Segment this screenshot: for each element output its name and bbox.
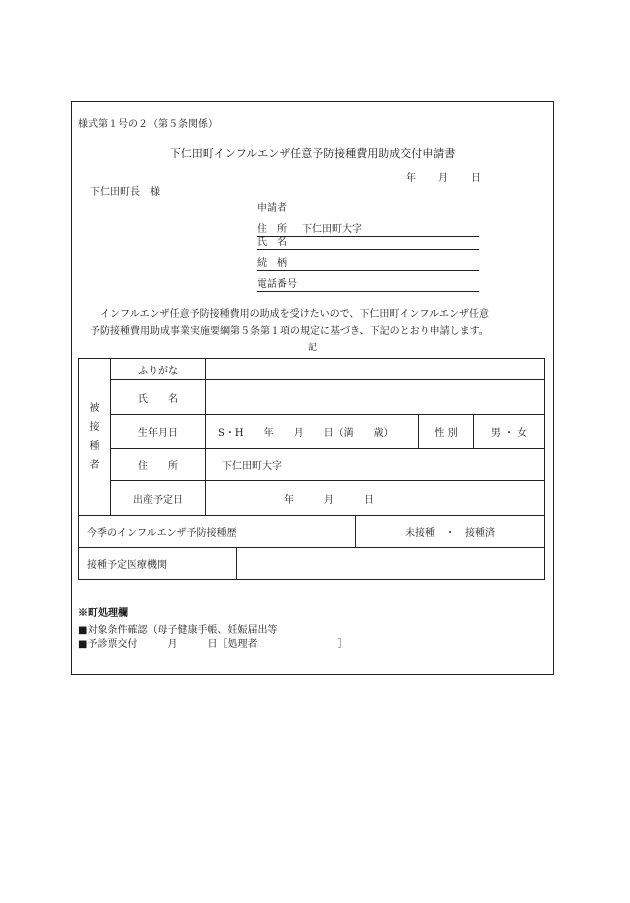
- date-year: 年: [406, 173, 416, 184]
- date-day: 日: [471, 173, 481, 184]
- sex-label: 性 別: [419, 415, 474, 449]
- applicant-phone-label: 電話番号: [257, 279, 297, 290]
- vaccination-history-label: 今季のインフルエンザ予防接種歴: [79, 516, 356, 548]
- recipient-side-label: 被 接 種 者: [79, 359, 111, 516]
- furigana-field[interactable]: [206, 359, 545, 380]
- furigana-label: ふりがな: [111, 359, 206, 380]
- birth-date-label: 生年月日: [111, 415, 206, 449]
- applicant-address-value: 下仁田町大字: [302, 224, 362, 235]
- statement-line-2: 予防接種費用助成事業実施要綱第５条第１項の規定に基づき、下記のとおり申請します。: [90, 326, 489, 337]
- date-month: 月: [438, 173, 448, 184]
- birth-date-field[interactable]: S・H 年 月 日（満 歳）: [206, 415, 419, 449]
- recipient-name-field[interactable]: [206, 380, 545, 415]
- clinic-table: [78, 547, 545, 580]
- applicant-name-label: 氏 名: [257, 237, 287, 248]
- clinic-field[interactable]: [237, 548, 545, 580]
- relation-underline: [257, 270, 479, 271]
- name-underline: [257, 249, 479, 250]
- form-frame: [71, 101, 554, 675]
- statement-line-1: インフルエンザ任意予防接種費用の助成を受けたいので、下仁田町インフルエンザ任意: [100, 309, 489, 320]
- recipient-address-label: 住 所: [111, 449, 206, 481]
- recipient-table: [78, 358, 545, 516]
- recipient-address-field[interactable]: 下仁田町大字: [206, 449, 545, 481]
- ki-mark: 記: [308, 343, 318, 353]
- office-use-heading: ※町処理欄: [78, 608, 128, 619]
- office-use-line-2: ■予診票交付 月 日［処理者 ］: [78, 639, 348, 650]
- vaccination-history-field[interactable]: 未接種 ・ 接種済: [356, 516, 545, 548]
- applicant-address-label: 住 所: [257, 224, 287, 235]
- applicant-heading: 申請者: [257, 203, 287, 214]
- clinic-label: 接種予定医療機関: [79, 548, 237, 580]
- history-table: [78, 515, 545, 548]
- applicant-relation-label: 続 柄: [257, 258, 287, 269]
- due-date-label: 出産予定日: [111, 481, 206, 516]
- phone-underline: [257, 291, 479, 292]
- form-number: 様式第１号の２（第５条関係）: [78, 119, 218, 130]
- sex-field[interactable]: 男 ・ 女: [474, 415, 545, 449]
- addressee: 下仁田町長 様: [90, 187, 160, 198]
- due-date-field[interactable]: 年 月 日: [206, 481, 545, 516]
- office-use-line-1: ■対象条件確認（母子健康手帳、妊娠届出等: [78, 625, 278, 636]
- address-underline: [257, 236, 479, 237]
- recipient-name-label: 氏 名: [111, 380, 206, 415]
- form-title: 下仁田町インフルエンザ任意予防接種費用助成交付申請書: [169, 147, 456, 160]
